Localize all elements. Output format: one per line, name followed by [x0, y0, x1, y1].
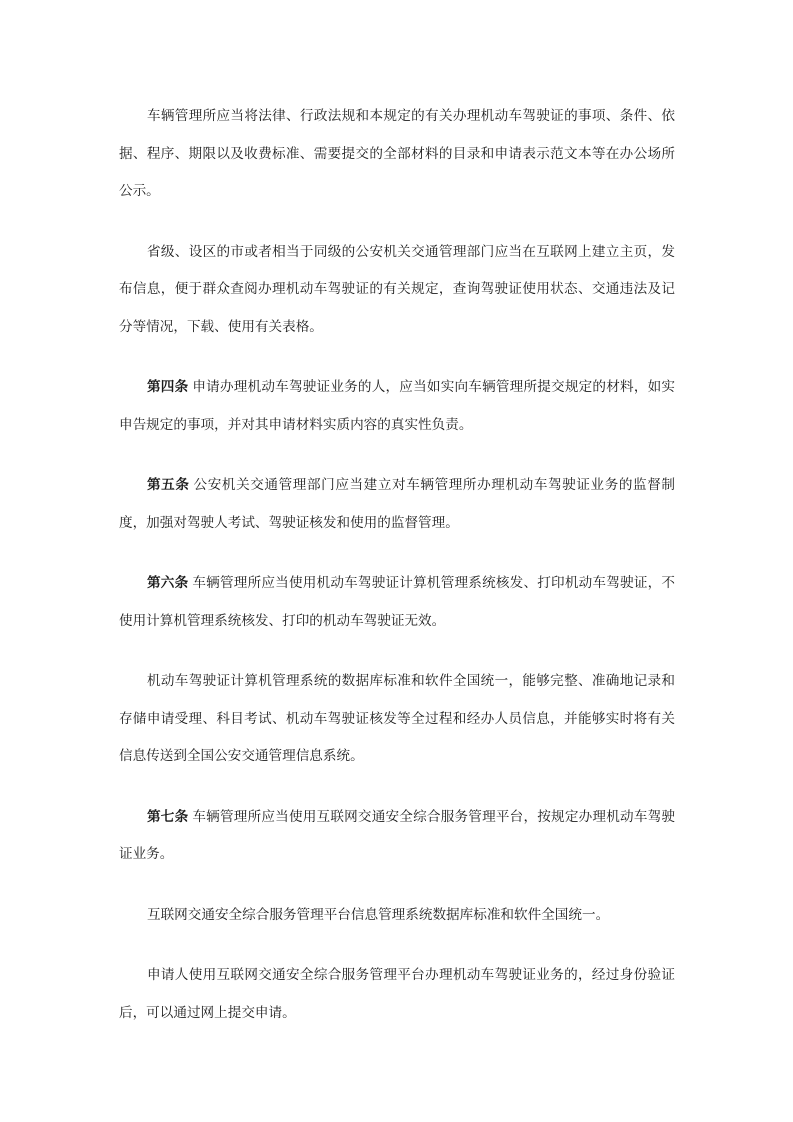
paragraph-text: 车辆管理所应当使用互联网交通安全综合服务管理平台，按规定办理机动车驾驶证业务。: [119, 808, 676, 862]
paragraph-text: 公安机关交通管理部门应当建立对车辆管理所办理机动车驾驶证业务的监督制度，加强对驾驶人考试、驾驶证核发和使用的监督管理。: [119, 477, 676, 531]
paragraph-8: [119, 897, 675, 935]
paragraph-text: 车辆管理所应当使用机动车驾驶证计算机管理系统核发、打印机动车驾驶证，不使用计算机管理系统核发、打印的机动车驾驶证无效。: [119, 575, 676, 629]
paragraph-9: [119, 957, 675, 1032]
paragraph-6: [119, 663, 675, 776]
article-6-paragraph: [119, 565, 675, 640]
article-number: 第四条: [147, 379, 189, 395]
paragraph-text: 机动车驾驶证计算机管理系统的数据库标准和软件全国统一，能够完整、准确地记录和存储申请受理、科目考试、机动车驾驶证核发等全过程和经办人员信息，并能够实时将有关信息传送到全国公安交通管理信息系统。: [119, 673, 675, 764]
article-number: 第六条: [147, 575, 189, 591]
document-body: [119, 98, 675, 1055]
paragraph-text: 申请办理机动车驾驶证业务的人，应当如实向车辆管理所提交规定的材料，如实申告规定的事项，并对其申请材料实质内容的真实性负责。: [119, 379, 676, 433]
paragraph-text: 车辆管理所应当将法律、行政法规和本规定的有关办理机动车驾驶证的事项、条件、依据、程序、期限以及收费标准、需要提交的全部材料的目录和申请表示范文本等在办公场所公示。: [119, 108, 675, 199]
article-5-paragraph: [119, 467, 675, 542]
article-7-paragraph: [119, 799, 675, 874]
article-4-paragraph: [119, 369, 675, 444]
article-number: 第五条: [147, 477, 190, 493]
paragraph-1: [119, 98, 675, 211]
paragraph-text: 省级、设区的市或者相当于同级的公安机关交通管理部门应当在互联网上建立主页，发布信息，便于群众查阅办理机动车驾驶证的有关规定，查询驾驶证使用状态、交通违法及记分等情况，下载、使用有关表格。: [119, 243, 675, 335]
paragraph-text: 互联网交通安全综合服务管理平台信息管理系统数据库标准和软件全国统一。: [147, 906, 610, 923]
paragraph-2: [119, 234, 675, 347]
article-number: 第七条: [147, 808, 189, 825]
paragraph-text: 申请人使用互联网交通安全综合服务管理平台办理机动车驾驶证业务的，经过身份验证后，可以通过网上提交申请。: [119, 967, 675, 1021]
